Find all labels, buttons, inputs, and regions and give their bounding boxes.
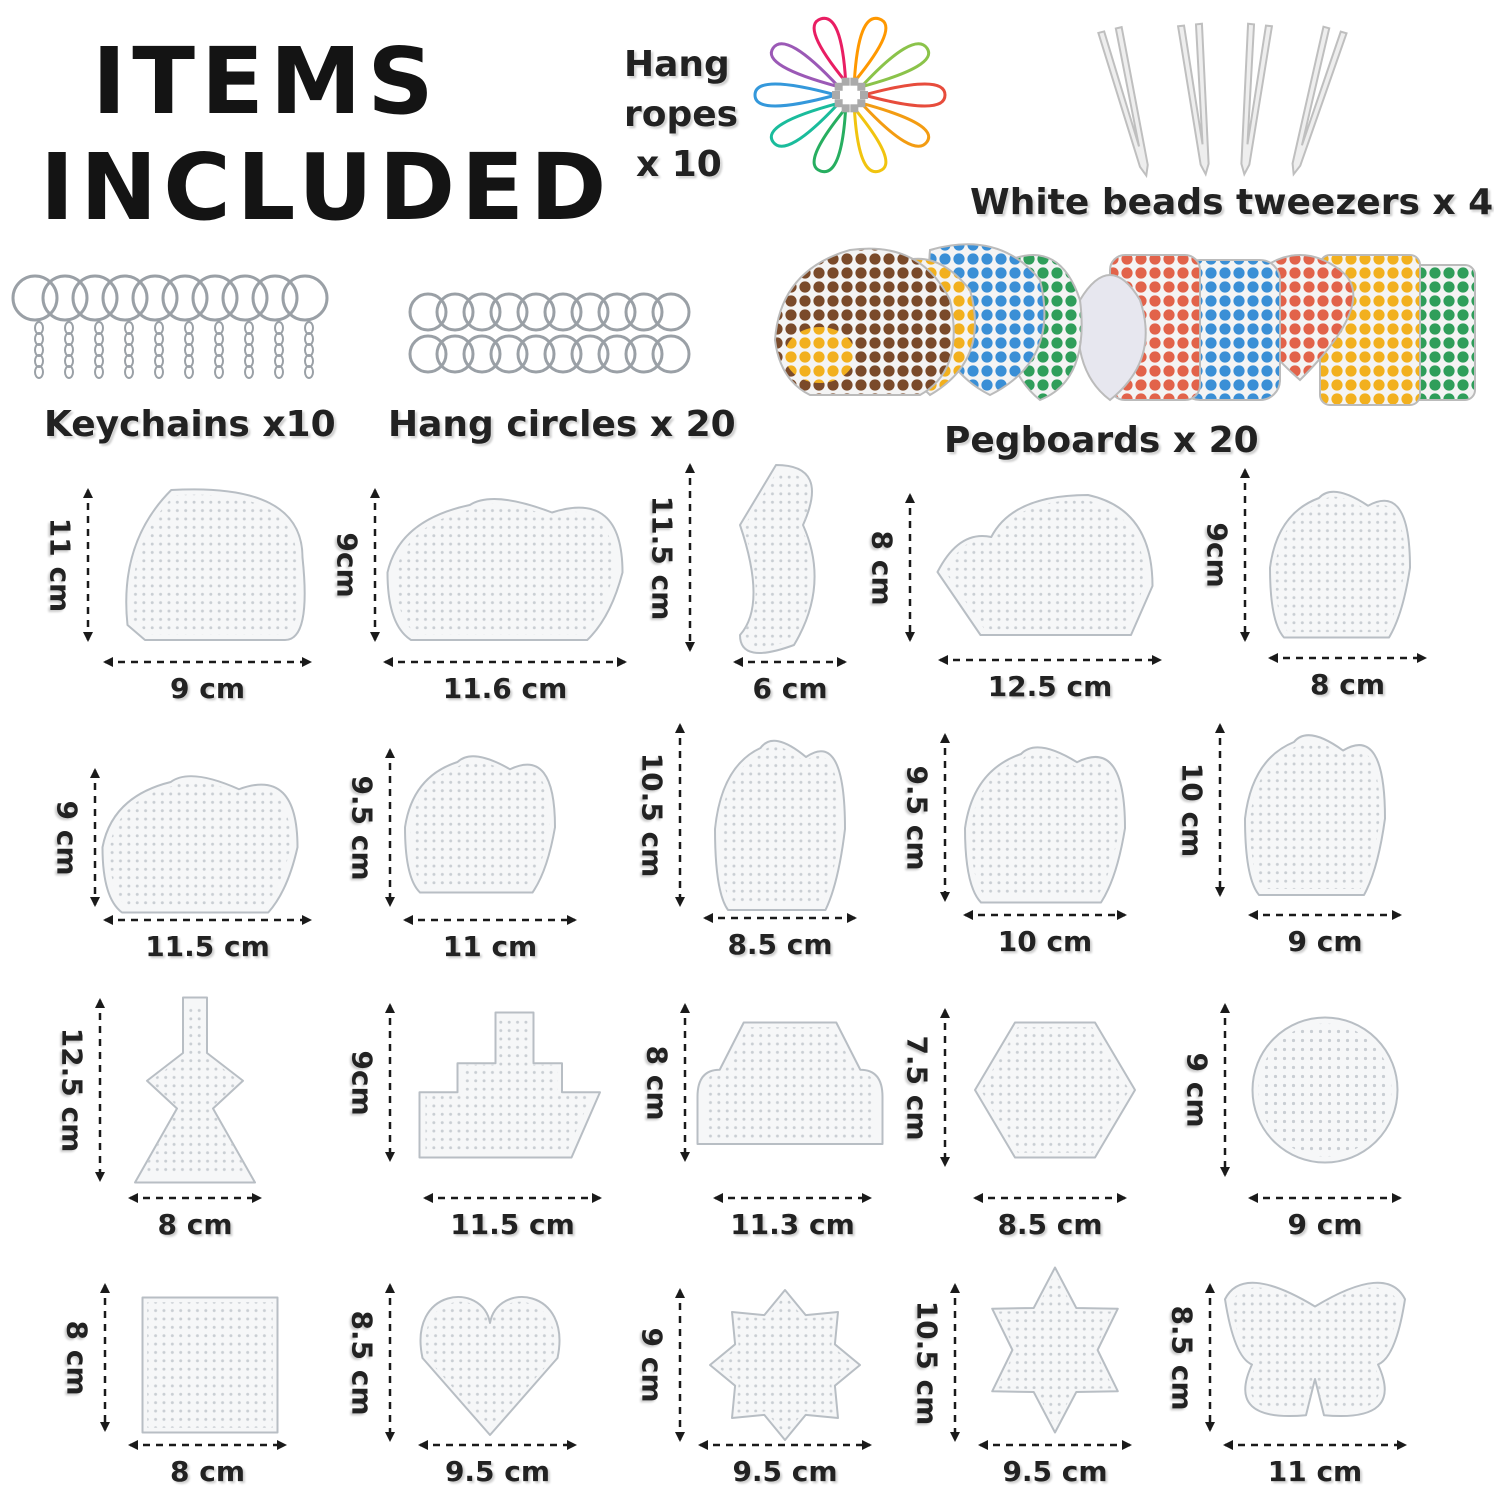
width-label-princess: 8 cm: [157, 1208, 233, 1241]
width-label-square: 8 cm: [169, 1455, 246, 1488]
hang-ropes-line2: ropes: [624, 94, 739, 135]
rope-clasp: [850, 78, 858, 86]
pegboard-turtle: [938, 495, 1153, 635]
pegboard-car: [698, 1023, 883, 1145]
headline-included: INCLUDED: [40, 134, 613, 241]
height-label-rabbit: 9.5 cm: [345, 774, 379, 881]
hang-circles-label: Hang circles x 20: [388, 404, 736, 445]
width-label-seahorse: 6 cm: [752, 672, 828, 705]
tweezers-label: White beads tweezers x 4: [970, 182, 1494, 223]
rope-clasp: [850, 104, 858, 112]
hang-rope-loop: [771, 103, 838, 146]
hang-ropes-line1: Hang: [624, 44, 730, 85]
hang-circle: [653, 336, 689, 372]
headline-items: ITEMS: [92, 28, 440, 135]
height-label-circle: 9 cm: [1180, 1052, 1214, 1128]
rope-clasp: [857, 83, 865, 91]
hang-circle: [653, 294, 689, 330]
keychains-illustration: [13, 276, 327, 378]
hang-rope-loop: [861, 44, 928, 87]
pegboard-star: [992, 1268, 1118, 1433]
height-label-flower: 9 cm: [635, 1327, 669, 1403]
hang-circles-illustration: [410, 294, 689, 372]
hang-rope-loop: [771, 44, 838, 87]
rope-clasp: [835, 99, 843, 107]
pegboard-rabbit: [405, 756, 555, 892]
pegboard-fish: [103, 776, 298, 912]
height-label-fish: 9 cm: [50, 799, 84, 876]
width-label-turtle: 12.5 cm: [987, 670, 1113, 703]
hang-rope-loop: [814, 18, 846, 81]
width-label-dinosaur: 8 cm: [1309, 668, 1386, 701]
height-label-square: 8 cm: [60, 1319, 94, 1396]
height-label-heart: 8.5 cm: [345, 1309, 379, 1416]
width-label-circle: 9 cm: [1287, 1208, 1363, 1241]
width-label-hedgehog: 9 cm: [169, 672, 246, 705]
hang-ropes-label: [624, 44, 730, 85]
pegboard-beetle: [715, 741, 845, 910]
pegboard-dinosaur: [1270, 492, 1410, 638]
width-label-beetle: 8.5 cm: [727, 928, 833, 961]
hang-ropes-illustration: [755, 18, 945, 171]
height-label-dragon: 9cm: [330, 532, 364, 598]
tweezers-illustration: [1098, 24, 1346, 179]
pegboard-princess: [135, 998, 255, 1183]
width-label-dragon: 11.6 cm: [442, 672, 568, 705]
height-label-hedgehog: 11 cm: [43, 517, 77, 613]
width-label-flower: 9.5 cm: [732, 1455, 838, 1488]
rope-clasp: [857, 99, 865, 107]
height-label-princess: 12.5 cm: [55, 1027, 89, 1153]
height-label-beetle: 10.5 cm: [635, 752, 669, 878]
colored-pegboards-illustration: [775, 244, 1475, 405]
rope-clasp: [835, 83, 843, 91]
height-label-star: 10.5 cm: [910, 1300, 944, 1425]
hang-ropes-line3: x 10: [636, 144, 722, 185]
pegboard-square: [143, 1298, 278, 1433]
hang-rope-loop: [854, 18, 886, 81]
width-label-heart: 9.5 cm: [444, 1455, 551, 1488]
height-label-frog: 9.5 cm: [900, 764, 934, 871]
height-label-turtle: 8 cm: [865, 529, 899, 606]
width-label-hexagon: 8.5 cm: [997, 1208, 1103, 1241]
width-label-rabbit: 11 cm: [442, 930, 538, 963]
pegboard-butterfly: [1225, 1283, 1405, 1416]
hang-rope-loop: [864, 84, 945, 106]
pegboard-circle: [1253, 1018, 1398, 1163]
pegboard-dragon: [388, 499, 623, 640]
rope-clasp: [832, 91, 840, 99]
rope-clasp: [842, 78, 850, 86]
height-label-seahorse: 11.5 cm: [645, 495, 679, 620]
keychains-label: Keychains x10: [44, 404, 336, 445]
pegboard-seahorse: [740, 465, 815, 653]
pegboards-label: Pegboards x 20: [944, 420, 1259, 461]
pegboard-monkey: [1245, 735, 1385, 895]
height-label-butterfly: 8.5 cm: [1165, 1304, 1199, 1411]
hang-rope-loop: [814, 108, 846, 171]
hang-rope-loop: [755, 84, 836, 106]
hang-rope-loop: [861, 103, 928, 146]
rope-clasp: [860, 91, 868, 99]
width-label-monkey: 9 cm: [1287, 925, 1363, 958]
rope-clasp: [842, 104, 850, 112]
width-label-star: 9.5 cm: [1002, 1455, 1108, 1488]
height-label-hexagon: 7.5 cm: [900, 1034, 934, 1141]
width-label-frog: 10 cm: [997, 925, 1093, 958]
width-label-fish: 11.5 cm: [145, 930, 270, 963]
width-label-butterfly: 11 cm: [1267, 1455, 1363, 1488]
height-label-ship: 9cm: [345, 1049, 379, 1116]
pegboard-heart: [421, 1297, 560, 1435]
height-label-car: 8 cm: [640, 1044, 674, 1121]
pegboard-hexagon: [975, 1023, 1135, 1158]
pegboard-flower: [710, 1290, 860, 1440]
height-label-dinosaur: 9cm: [1200, 522, 1234, 588]
width-label-car: 11.3 cm: [730, 1208, 855, 1241]
hang-rope-loop: [854, 108, 886, 171]
pegboard-hedgehog: [126, 489, 304, 640]
height-label-monkey: 10 cm: [1175, 762, 1209, 858]
pegboard-frog: [965, 747, 1125, 902]
pegboard-ship: [420, 1013, 601, 1158]
width-label-ship: 11.5 cm: [450, 1208, 575, 1241]
keychain-ring: [283, 276, 327, 320]
